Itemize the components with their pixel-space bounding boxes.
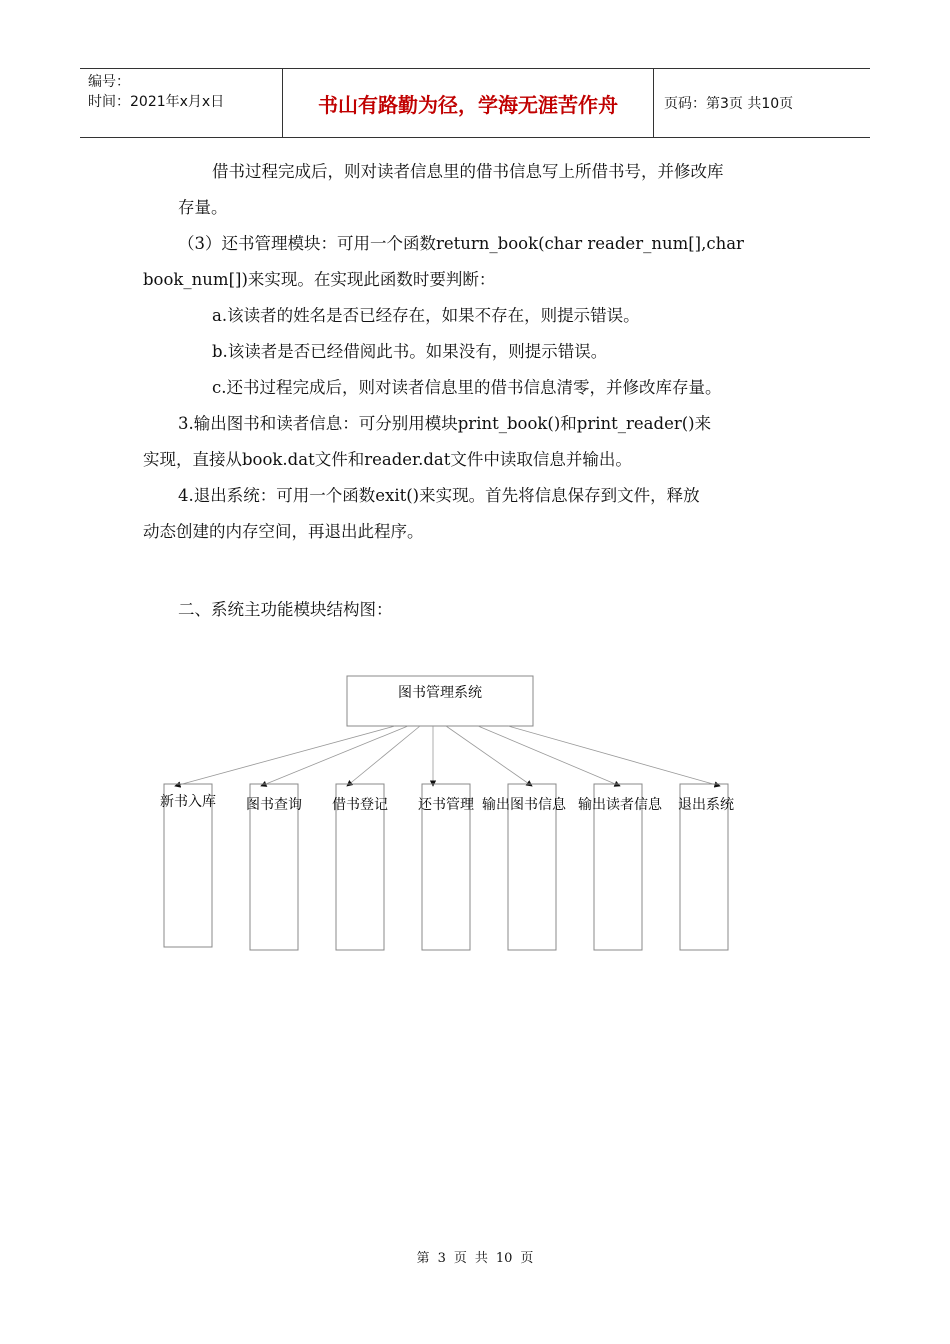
page-footer xyxy=(0,1247,950,1266)
paragraph-line: 借书过程完成后，则对读者信息里的借书信息写上所借书号，并修改库 xyxy=(212,162,724,181)
child-label: 输出读者信息 xyxy=(578,797,662,813)
root-node-box xyxy=(347,676,533,726)
child-labels xyxy=(160,793,734,813)
child-label: 新书入库 xyxy=(160,794,216,810)
paragraph-line: c.还书过程完成后，则对读者信息里的借书信息清零，并修改库存量。 xyxy=(212,378,722,397)
paragraph-line: 4.退出系统：可用一个函数exit()来实现。首先将信息保存到文件，释放 xyxy=(178,486,700,505)
footer-page-prefix: 第 xyxy=(416,1251,430,1266)
footer-total-suffix: 页 xyxy=(520,1251,534,1266)
child-label: 还书管理 xyxy=(418,797,474,813)
paragraph-line: （3）还书管理模块：可用一个函数return_book(char reader_num[],char xyxy=(178,234,744,253)
section-title: 二、系统主功能模块结构图： xyxy=(178,600,393,619)
page-header xyxy=(80,68,870,138)
paragraph-line: 3.输出图书和读者信息：可分别用模块print_book()和print_reader()来 xyxy=(178,414,712,433)
footer-page-mid: 页 xyxy=(453,1251,467,1266)
footer-page-number: 3 xyxy=(437,1251,446,1266)
paragraph-line: 实现，直接从book.dat文件和reader.dat文件中读取信息并输出。 xyxy=(143,450,632,469)
paragraph-line: a.该读者的姓名是否已经存在，如果不存在，则提示错误。 xyxy=(212,306,640,325)
root-node-label: 图书管理系统 xyxy=(398,685,482,701)
paragraph-line: book_num[])来实现。在实现此函数时要判断： xyxy=(143,270,496,289)
footer-total-prefix: 共 xyxy=(474,1251,488,1266)
paragraph-line: 动态创建的内存空间，再退出此程序。 xyxy=(143,522,424,541)
paragraph-line: 存量。 xyxy=(178,198,228,217)
header-motto: 书山有路勤为径，学海无涯苦作舟 xyxy=(282,69,654,137)
footer-total-number: 10 xyxy=(495,1251,513,1266)
child-label: 输出图书信息 xyxy=(482,797,566,813)
child-label: 借书登记 xyxy=(332,797,388,813)
module-structure-diagram xyxy=(0,660,950,960)
header-page-info: 页码：第3页 共10页 xyxy=(664,96,794,112)
connector-lines xyxy=(175,726,720,786)
time-label: 时间：2021年x月x日 xyxy=(88,94,225,110)
child-label: 图书查询 xyxy=(246,797,302,813)
paragraph-line: b.该读者是否已经借阅此书。如果没有，则提示错误。 xyxy=(212,342,608,361)
child-label: 退出系统 xyxy=(678,797,734,813)
header-meta xyxy=(80,69,282,137)
number-label: 编号： xyxy=(88,74,130,90)
